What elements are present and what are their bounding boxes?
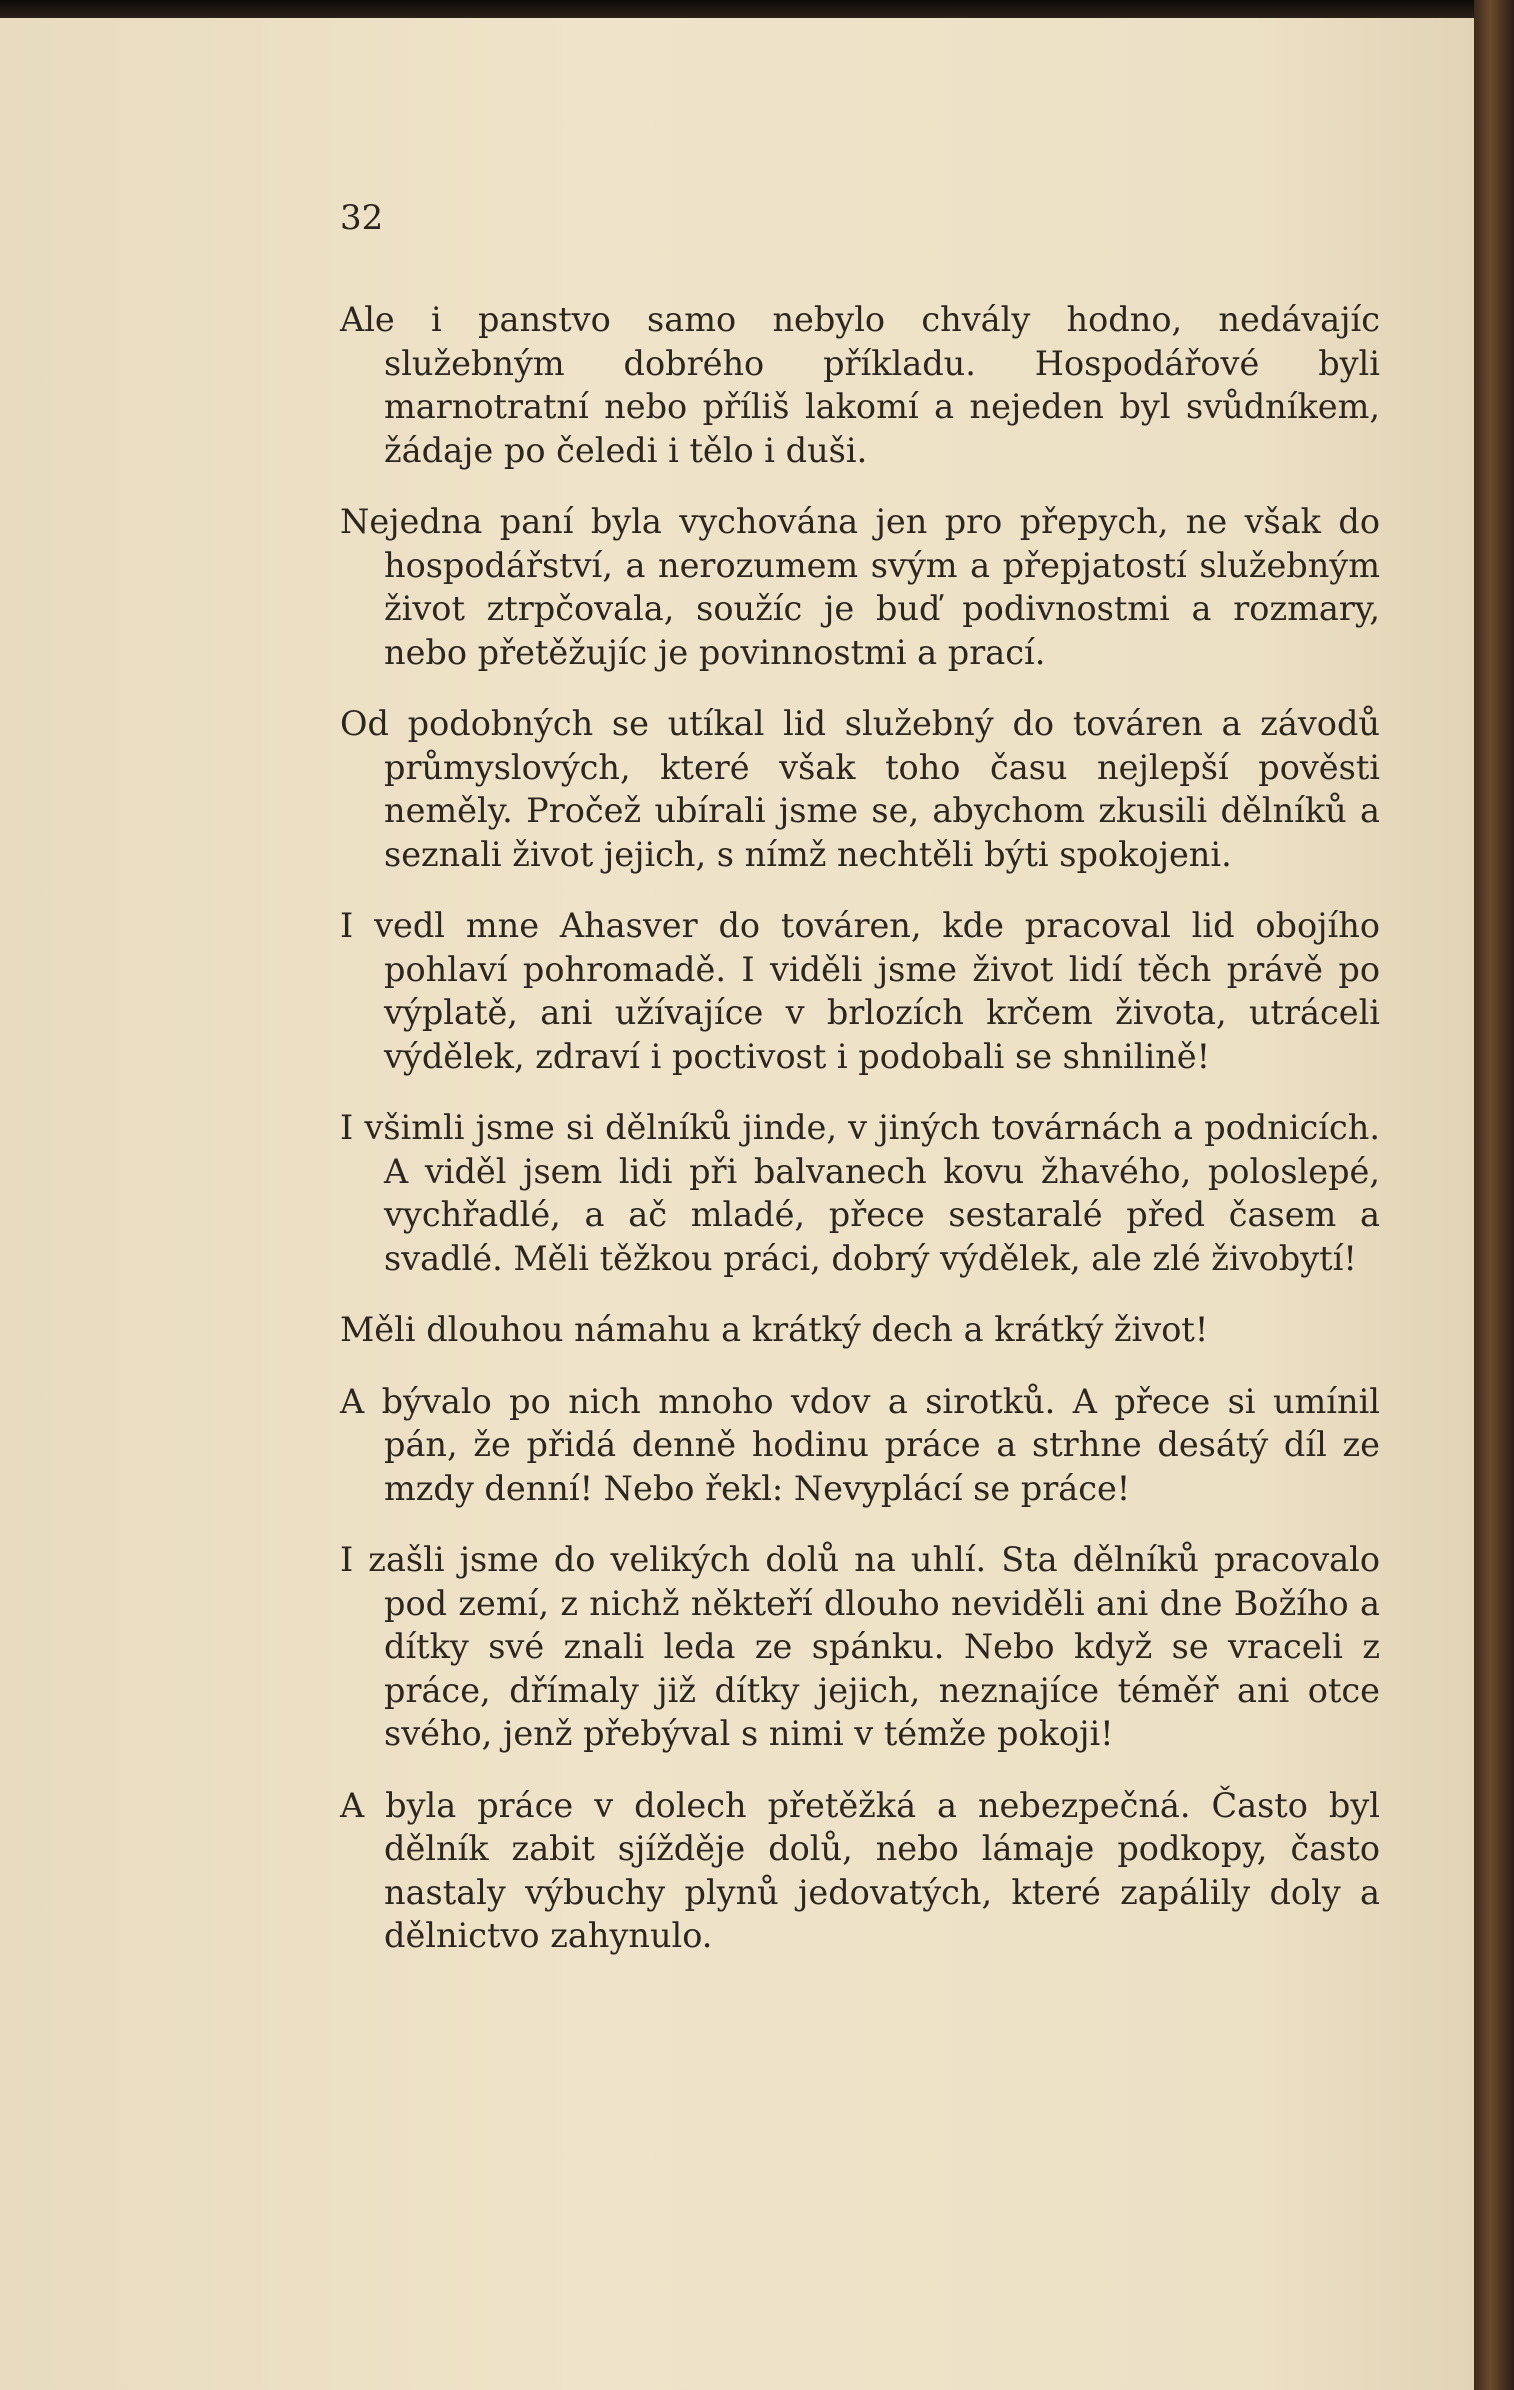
paragraph-4: I vedl mne Ahasver do továren, kde pracoval lid obojího pohlaví pohromadě. I viděli jsme život lidí těch právě po výplatě, ani užívajíce v brlozích krčem života, utráceli výdělek, zdraví i poctivost i podobali se shnilině! bbox=[340, 906, 1380, 1076]
paragraph-5: I všimli jsme si dělníků jinde, v jiných továrnách a podnicích. A viděl jsem lidi při balvanech kovu žhavého, poloslepé, vychřadlé, a ač mladé, přece sestaralé před časem a svadlé. Měli těžkou práci, dobrý výdělek, ale zlé živobytí! bbox=[340, 1108, 1380, 1278]
paragraph-7: A bývalo po nich mnoho vdov a sirotků. A přece si umínil pán, že přidá denně hodinu práce a strhne desátý díl ze mzdy denní! Nebo řekl: Nevyplácí se práce! bbox=[340, 1381, 1380, 1508]
body-text bbox=[340, 298, 1380, 1986]
paragraph-8: I zašli jsme do velikých dolů na uhlí. Sta dělníků pracovalo pod zemí, z nichž někteří dlouho neviděli ani dne Božího a dítky své znali leda ze spánku. Nebo když se vraceli z práce, dřímaly již dítky jejich, neznajíce téměř ani otce svého, jenž přebýval s nimi v témže pokoji! bbox=[340, 1540, 1380, 1753]
page-number: 32 bbox=[340, 198, 384, 238]
paragraph-9: A byla práce v dolech přetěžká a nebezpečná. Často byl dělník zabit sjížděje dolů, nebo lámaje podkopy, často nastaly výbuchy plynů jedovatých, které zapálily doly a dělnictvo zahynulo. bbox=[340, 1785, 1380, 1955]
paragraph-1: Ale i panstvo samo nebylo chvály hodno, nedávajíc služebným dobrého příkladu. Hospodářové byli marnotratní nebo příliš lakomí a nejeden byl svůdníkem, žádaje po čeledi i tělo i duši. bbox=[340, 300, 1380, 470]
paragraph-2: Nejedna paní byla vychována jen pro přepych, ne však do hospodářství, a nerozumem svým a přepjatostí služebným život ztrpčovala, soužíc je buď podivnostmi a rozmary, nebo přetěžujíc je povinnostmi a prací. bbox=[340, 502, 1380, 672]
paragraph-6: Měli dlouhou námahu a krátký dech a krátký život! bbox=[340, 1310, 1209, 1349]
book-spine-edge bbox=[1474, 0, 1514, 2390]
paragraph-3: Od podobných se utíkal lid služebný do továren a závodů průmyslových, které však toho času nejlepší pověsti neměly. Pročež ubírali jsme se, abychom zkusili dělníků a seznali život jejich, s nímž nechtěli býti spokojeni. bbox=[340, 704, 1380, 874]
page-top-edge bbox=[0, 0, 1474, 18]
